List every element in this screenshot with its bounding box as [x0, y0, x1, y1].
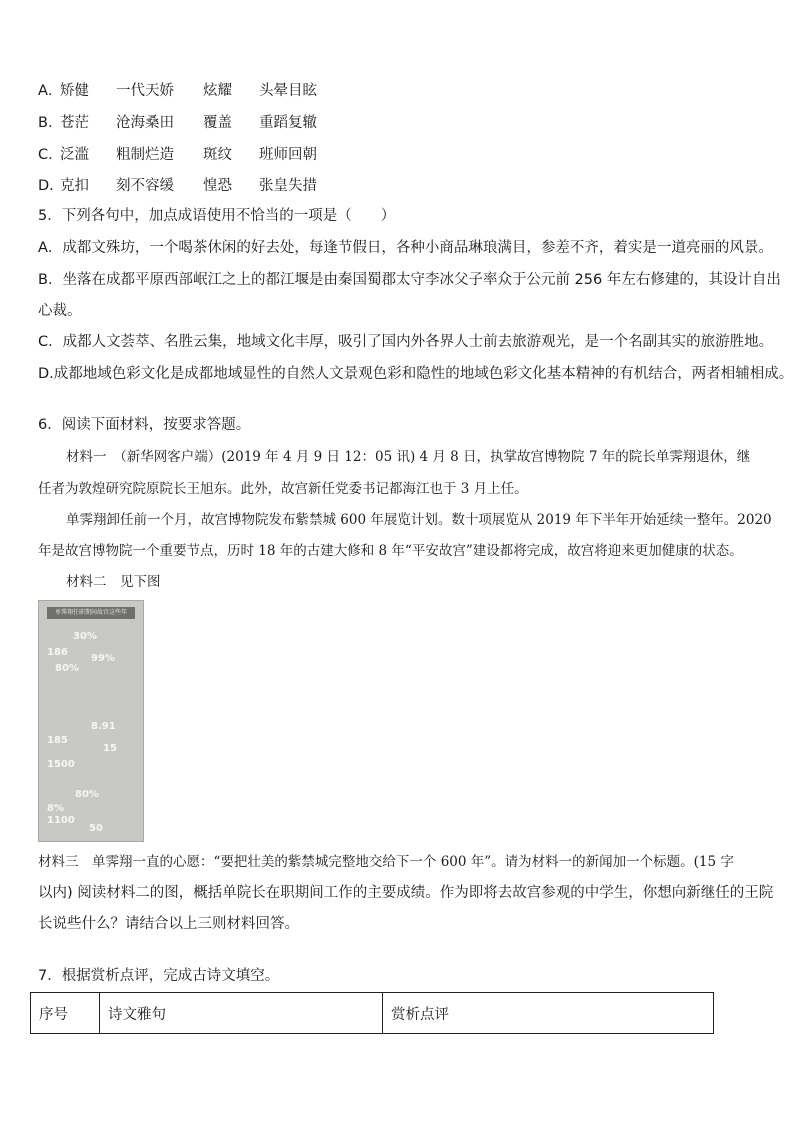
stat-number: 1500 — [47, 759, 75, 770]
q7-stem: 7．根据赏析点评，完成古诗文填空。 — [38, 968, 280, 984]
material-3-line1: 材料三 单霁翔一直的心愿：“要把壮美的紫禁城完整地交给下一个 600 年”。请为材料一的新闻加一个标题。(15 字 — [38, 854, 734, 870]
q6-stem: 6．阅读下面材料，按要求答题。 — [38, 417, 251, 433]
word-2: 粗制烂造 — [116, 147, 174, 163]
stat-number: 185 — [47, 735, 68, 746]
col-header-number: 序号 — [31, 993, 100, 1034]
stat-number: 30% — [73, 631, 97, 642]
stat-number: 1100 — [47, 815, 75, 826]
stat-number: 80% — [75, 789, 99, 800]
stat-number: 186 — [47, 647, 68, 658]
word-4: 头晕目眩 — [259, 83, 317, 99]
stat-number: 99% — [91, 653, 115, 664]
word-3: 炫耀 — [203, 83, 232, 99]
stat-number: 15 — [103, 743, 117, 754]
table-header-row — [31, 993, 714, 1034]
material-2-label: 材料二 见下图 — [66, 574, 161, 590]
q4-option-c — [38, 145, 317, 165]
material-1-line3: 单霁翔卸任前一个月，故宫博物院发布紫禁城 600 年展览计划。数十项展览从 2019 年下半年开始延续一整年。2020 — [66, 512, 772, 528]
stat-number: 8% — [47, 803, 64, 814]
word-3: 惶恐 — [203, 178, 232, 194]
word-4: 张皇失措 — [259, 178, 317, 194]
col-header-comment: 赏析点评 — [383, 993, 714, 1034]
q4-option-b — [38, 113, 317, 133]
infographic-header: 单霁翔任职期间故宫这些年 — [47, 607, 135, 619]
stat-number: 8.91 — [91, 721, 116, 732]
q4-option-d — [38, 176, 317, 196]
material-3-line3: 长说些什么？请结合以上三则材料回答。 — [38, 916, 299, 932]
word-1: 泛滥 — [60, 147, 89, 163]
q5-option-b-line2: 心裁。 — [38, 303, 82, 319]
material-3-line2: 以内) 阅读材料二的图，概括单院长在职期间工作的主要成绩。作为即将去故宫参观的中学生，你想向新继任的王院 — [38, 885, 774, 901]
stat-number: 80% — [55, 663, 79, 674]
col-header-verse: 诗文雅句 — [100, 993, 383, 1034]
word-1: 苍茫 — [60, 115, 89, 131]
material-1-line2: 任者为敦煌研究院原院长王旭东。此外，故宫新任党委书记都海江也于 3 月上任。 — [38, 481, 528, 497]
q5-option-d: D.成都地域色彩文化是成都地域显性的自然人文景观色彩和隐性的地域色彩文化基本精神的有机结合，两者相辅相成。 — [38, 366, 794, 382]
infographic-image — [38, 600, 144, 842]
q5-option-a: A．成都文殊坊，一个喝茶休闲的好去处，每逢节假日，各种小商品琳琅满目，参差不齐，着实是一道亮丽的风景。 — [38, 240, 773, 256]
word-1: 克扣 — [60, 178, 89, 194]
material-1-line1: 材料一 （新华网客户端）(2019 年 4 月 9 日 12：05 讯) 4 月 8 日，执掌故宫博物院 7 年的院长单霁翔退休，继 — [66, 449, 751, 465]
option-letter: C． — [38, 147, 63, 163]
word-4: 班师回朝 — [259, 147, 317, 163]
stat-number: 50 — [89, 823, 103, 834]
material-1-line4: 年是故宫博物院一个重要节点，历时 18 年的古建大修和 8 年“平安故宫”建设都将完成，故宫将迎来更加健康的状态。 — [38, 543, 743, 559]
poem-table — [30, 992, 714, 1034]
word-2: 沧海桑田 — [116, 115, 174, 131]
word-3: 覆盖 — [203, 115, 232, 131]
q5-option-c: C．成都人文荟萃、名胜云集，地域文化丰厚，吸引了国内外各界人士前去旅游观光，是一个名副其实的旅游胜地。 — [38, 334, 774, 350]
word-3: 斑纹 — [203, 147, 232, 163]
option-letter: B． — [38, 115, 63, 131]
q4-option-a — [38, 81, 317, 101]
q5-stem: 5．下列各句中，加点成语使用不恰当的一项是（ ） — [38, 208, 396, 224]
word-1: 矫健 — [60, 83, 89, 99]
word-2: 刻不容缓 — [116, 178, 174, 194]
option-letter: D． — [38, 178, 64, 194]
word-4: 重蹈复辙 — [259, 115, 317, 131]
option-letter: A． — [38, 83, 63, 99]
word-2: 一代天娇 — [116, 83, 174, 99]
q5-option-b-line1: B．坐落在成都平原西部岷江之上的都江堰是由秦国蜀郡太守李冰父子率众于公元前 256 年左右修建的，其设计自出 — [38, 272, 781, 288]
